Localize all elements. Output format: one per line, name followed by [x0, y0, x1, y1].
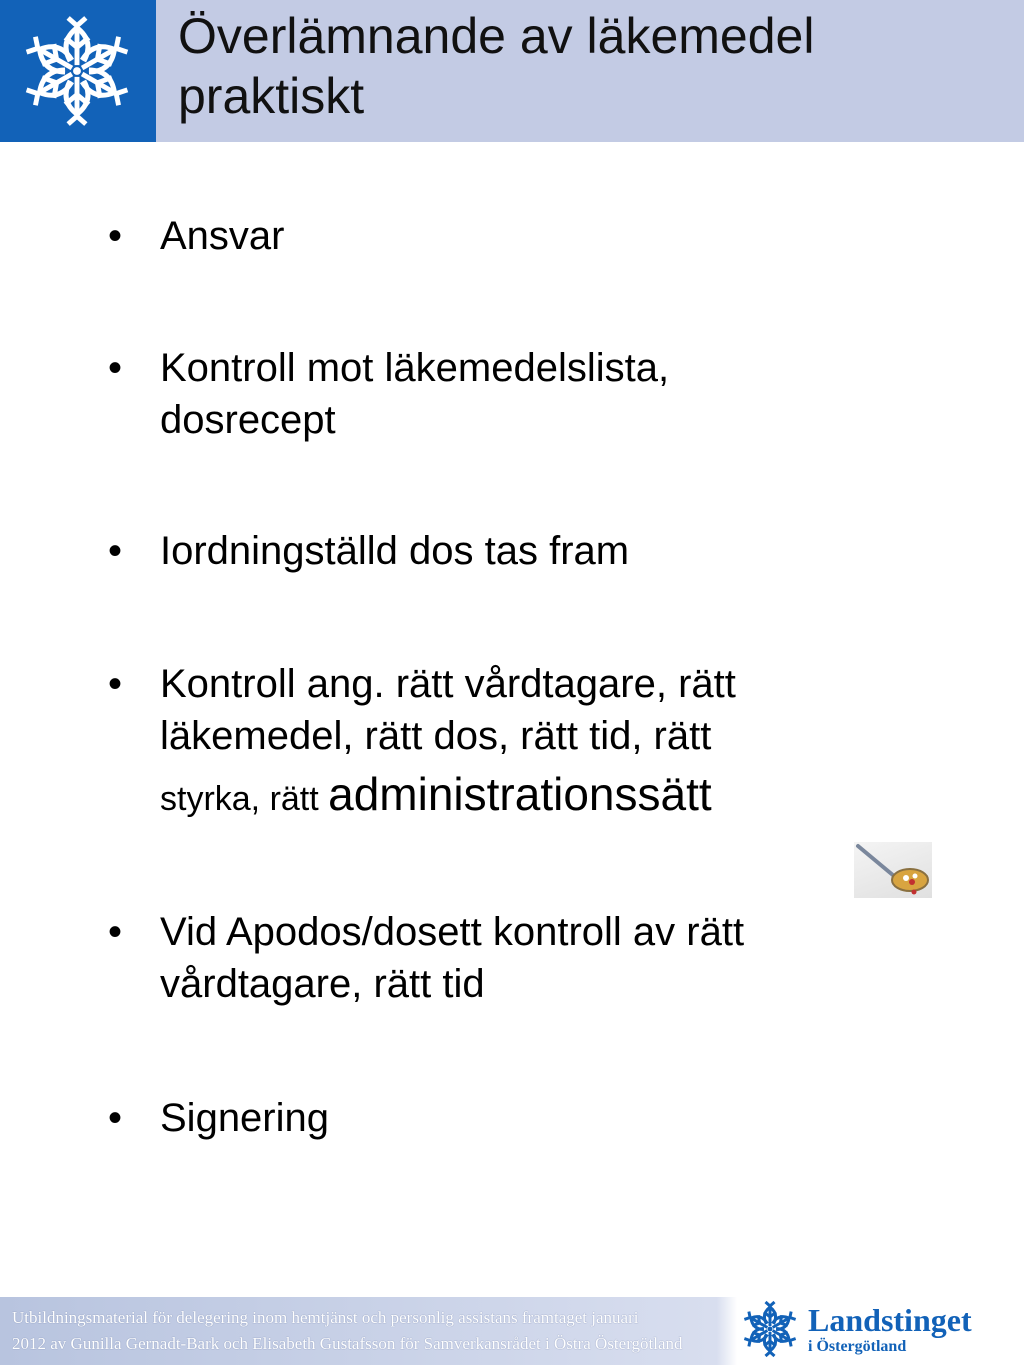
- bullet-dot: •: [108, 214, 123, 258]
- bullet-text: [160, 1092, 850, 1144]
- bullet-dot: •: [108, 662, 123, 706]
- bullet-line-large-part: administrationssätt: [328, 768, 712, 820]
- bullet-dot: •: [108, 346, 123, 390]
- bullet-line: dosrecept: [160, 398, 336, 442]
- bullet-dot: •: [108, 529, 123, 573]
- footer-credit-line-2: 2012 av Gunilla Gernadt-Bark och Elisabeth Gustafsson för Samverkansrådet i Östra Östergötland: [12, 1334, 683, 1353]
- bullet-text: [160, 342, 850, 446]
- bullet-text: [160, 210, 850, 262]
- bullet-dot: •: [108, 910, 123, 954]
- medicine-spoon-icon: [854, 842, 932, 898]
- slide-title-line-2: praktiskt: [178, 68, 365, 124]
- bullet-line: Signering: [160, 1096, 330, 1140]
- bullet-text: [160, 658, 850, 831]
- bullet-dot: •: [108, 1096, 123, 1140]
- bullet-text: [160, 906, 850, 1010]
- brand-name: Landstinget: [808, 1302, 972, 1338]
- bullet-line: Kontroll ang. rätt vårdtagare, rätt: [160, 662, 736, 706]
- medicine-spoon-image: [854, 842, 932, 898]
- bullet-line-small-part: styrka, rätt: [160, 780, 329, 818]
- bullet-line: Vid Apodos/dosett kontroll av rätt: [160, 910, 745, 954]
- bullet-line: Ansvar: [160, 214, 285, 258]
- landstinget-logo-icon: [740, 1299, 800, 1359]
- bullet-line: läkemedel, rätt dos, rätt tid, rätt: [160, 714, 712, 758]
- footer-brand: [740, 1297, 1024, 1365]
- bullet-line: vårdtagare, rätt tid: [160, 962, 485, 1006]
- footer: [0, 1297, 1024, 1365]
- footer-credit: [12, 1305, 772, 1357]
- bullet-text: [160, 525, 850, 577]
- slide-title-line-1: Överlämnande av läkemedel: [178, 8, 815, 64]
- footer-credit-line-1: Utbildningsmaterial för delegering inom hemtjänst och personlig assistans framtaget januari: [12, 1308, 639, 1327]
- bullet-line: Iordningställd dos tas fram: [160, 529, 630, 573]
- bullet-line: [160, 762, 850, 831]
- footer-brand-name: [808, 1303, 972, 1357]
- bullet-line: Kontroll mot läkemedelslista,: [160, 346, 670, 390]
- brand-subtitle: i Östergötland: [808, 1338, 907, 1355]
